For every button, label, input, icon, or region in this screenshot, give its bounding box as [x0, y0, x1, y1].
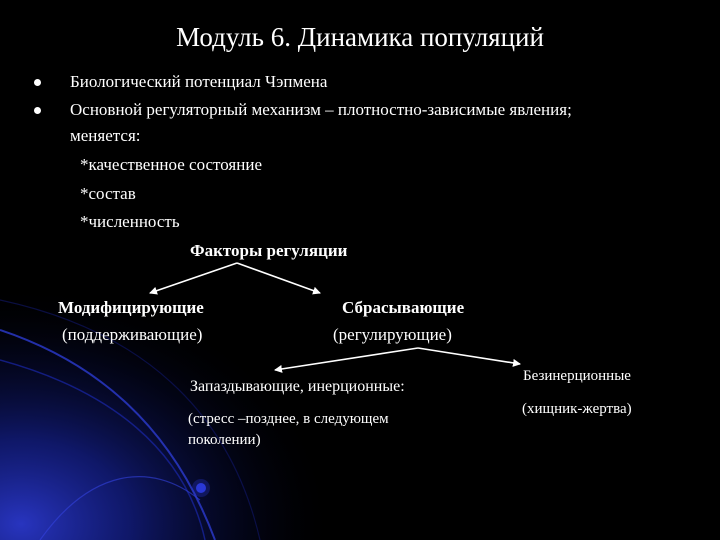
arrow-root-to-modifying	[150, 263, 237, 293]
node-resetting-label: Сбрасывающие	[342, 298, 465, 317]
node-delayed-note-line1: (стресс –позднее, в следующем	[188, 411, 389, 427]
bullet-item-chapman: Биологический потенциал Чэпмена	[70, 72, 328, 91]
sub-item-composition: *состав	[80, 184, 136, 203]
node-resetting-note: (регулирующие)	[333, 325, 452, 344]
bullet-item-mechanism: Основной регуляторный механизм – плотностно-зависимые явления;	[70, 100, 572, 119]
arrow-resetting-to-inertialess	[418, 348, 520, 364]
slide-title: Модуль 6. Динамика популяций	[176, 22, 544, 52]
arrow-root-to-resetting	[237, 263, 320, 293]
node-delayed-note-line2: поколении)	[188, 432, 261, 448]
node-inertialess-note: (хищник-жертва)	[522, 401, 632, 417]
diagram-root-label: Факторы регуляции	[190, 241, 348, 260]
node-inertialess-label: Безинерционные	[523, 368, 631, 384]
node-delayed-label: Запаздывающие, инерционные:	[190, 378, 405, 395]
sub-item-number: *численность	[80, 212, 180, 231]
node-modifying-label: Модифицирующие	[58, 298, 204, 317]
sub-item-quality: *качественное состояние	[80, 155, 262, 174]
bullet-item-mechanism-continued: меняется:	[70, 126, 141, 145]
arrow-resetting-to-delayed	[275, 348, 418, 370]
node-modifying-note: (поддерживающие)	[62, 325, 203, 344]
